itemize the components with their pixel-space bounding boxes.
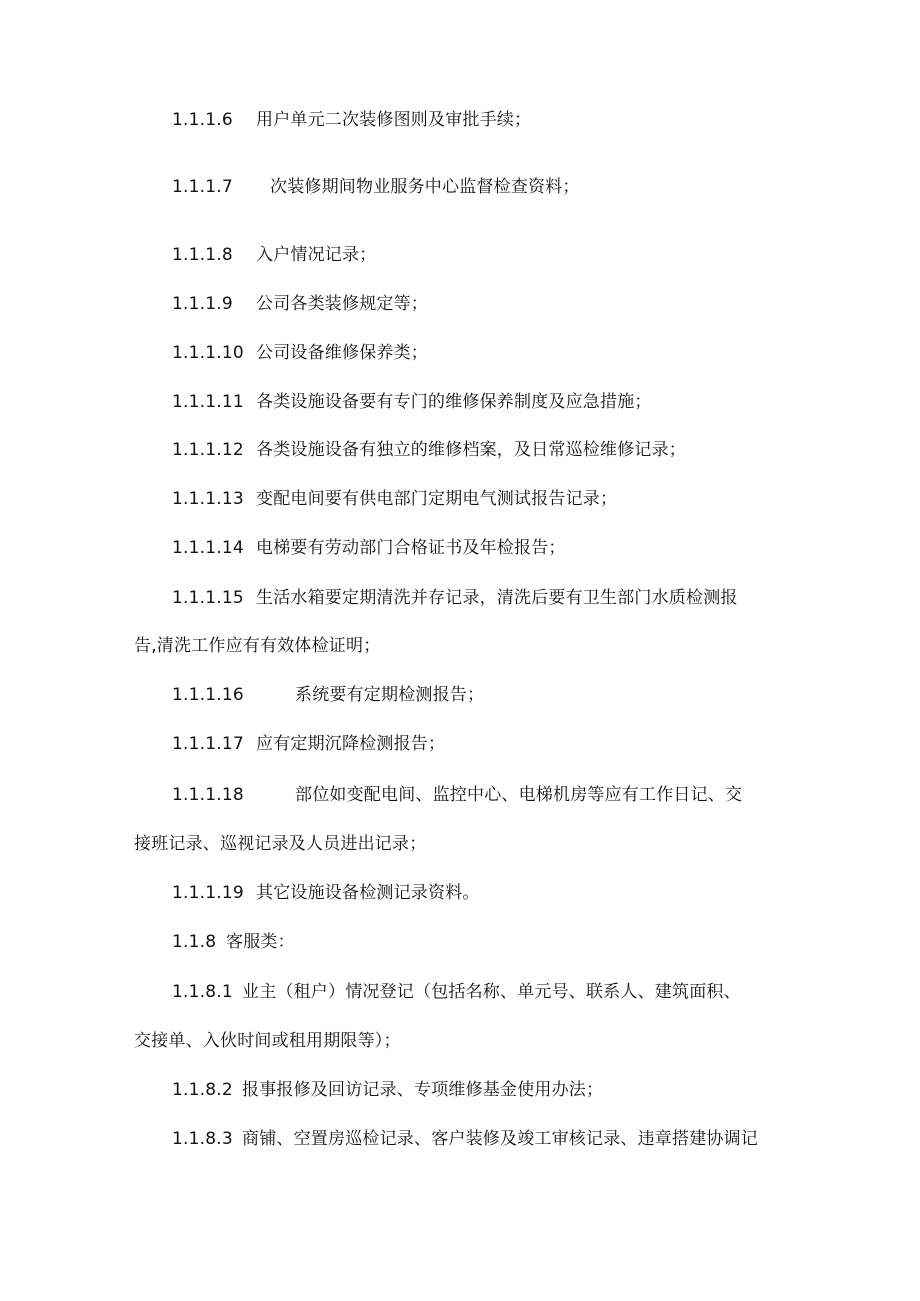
item-text: 接班记录、巡视记录及人员进出记录； [134,834,427,854]
item-text: 报事报修及回访记录、专项维修基金使用办法； [242,1080,604,1100]
item-text: 商铺、空置房巡检记录、客户装修及竣工审核记录、违章搭建协调记 [242,1129,758,1149]
list-item [172,438,686,462]
item-number: 1.1.1.16 [172,685,244,705]
item-number: 1.1.1.6 [172,110,233,130]
item-number: 1.1.1.8 [172,245,233,265]
item-number: 1.1.8.1 [172,982,233,1002]
item-text: 电梯要有劳动部门合格证书及年检报告； [256,538,566,558]
item-number: 1.1.1.7 [172,177,233,197]
item-text: 业主（租户）情况登记（包括名称、单元号、联系人、建筑面积、 [242,982,741,1002]
list-item [172,1127,758,1151]
item-text: 客服类： [226,932,295,952]
item-text: 公司各类装修规定等； [256,294,428,314]
list-item-continuation [134,1029,401,1053]
item-number: 1.1.1.19 [172,883,244,903]
item-number: 1.1.1.15 [172,588,244,608]
item-text: 系统要有定期检测报告； [295,685,485,705]
item-number: 1.1.8.2 [172,1080,233,1100]
list-item [172,732,445,756]
list-item [172,341,428,365]
list-item [172,292,428,316]
list-item-continuation [134,832,426,856]
item-number: 1.1.1.14 [172,538,244,558]
list-item [172,980,741,1004]
item-number: 1.1.8 [172,932,217,952]
item-text: 告,清洗工作应有有效体检证明； [134,636,381,656]
list-item [172,881,480,905]
list-item [172,1078,603,1102]
item-text: 各类设施设备有独立的维修档案，及日常巡检维修记录； [256,440,686,460]
item-number: 1.1.1.17 [172,734,244,754]
item-text: 应有定期沉降检测报告； [256,734,446,754]
item-number: 1.1.1.9 [172,294,233,314]
item-text: 变配电间要有供电部门定期电气测试报告记录； [256,489,618,509]
item-text: 用户单元二次装修图则及审批手续； [256,110,532,130]
item-text: 交接单、入伙时间或租用期限等）； [134,1031,401,1051]
item-number: 1.1.1.12 [172,440,244,460]
list-item [172,683,484,707]
item-number: 1.1.1.13 [172,489,244,509]
section-heading [172,930,295,954]
list-item [172,783,742,807]
list-item-continuation [134,634,380,658]
list-item [172,243,376,267]
item-number: 1.1.1.11 [172,392,244,412]
item-text: 公司设备维修保养类； [256,343,428,363]
item-text: 入户情况记录； [256,245,377,265]
item-text: 各类设施设备要有专门的维修保养制度及应急措施； [256,392,652,412]
item-text: 生活水箱要定期清洗并存记录，清洗后要有卫生部门水质检测报 [256,588,738,608]
item-text: 其它设施设备检测记录资料。 [256,883,480,903]
list-item [172,390,652,414]
list-item [172,536,566,560]
item-number: 1.1.1.18 [172,785,244,805]
list-item [172,487,617,511]
item-number: 1.1.1.10 [172,343,244,363]
item-text: 部位如变配电间、监控中心、电梯机房等应有工作日记、交 [295,785,743,805]
list-item [172,175,580,199]
item-number: 1.1.8.3 [172,1129,233,1149]
item-text: 次装修期间物业服务中心监督检查资料； [270,177,580,197]
list-item [172,586,738,610]
list-item [172,108,531,132]
